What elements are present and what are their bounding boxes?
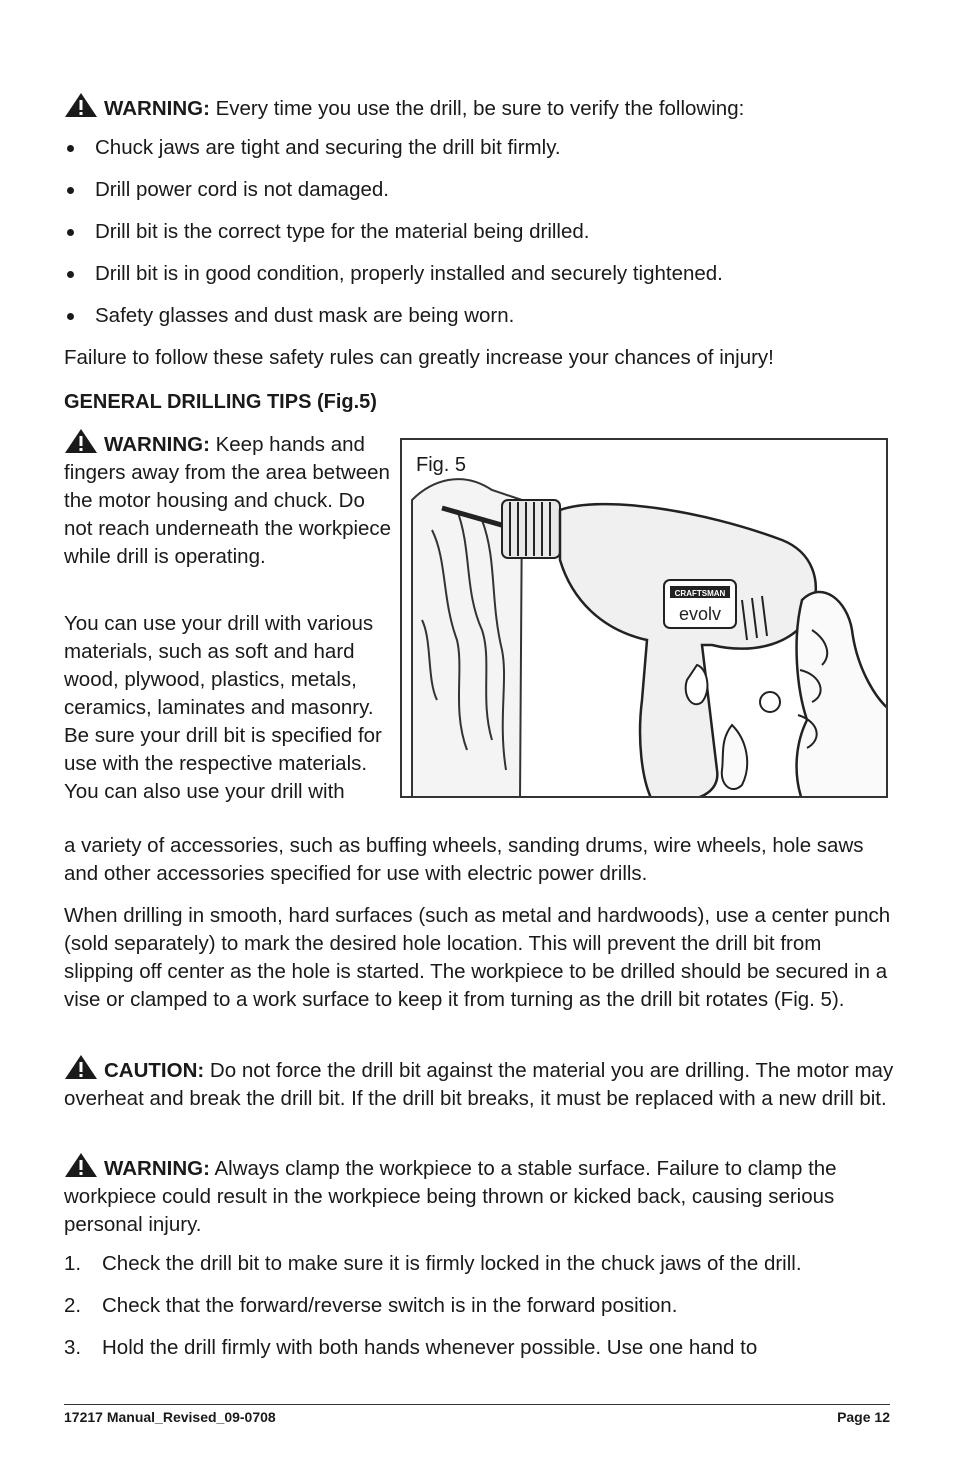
clamp-warning [64, 1152, 894, 1239]
footer-page-number: Page 12 [837, 1409, 890, 1425]
caution-text: Do not force the drill bit against the material you are drilling. The motor may overheat and break the drill bit. If the drill bit breaks, it must be replaced with a new drill bit. [64, 1059, 894, 1110]
smooth-surface-paragraph: When drilling in smooth, hard surfaces (such as metal and hardwoods), use a center punch (sold separately) to mark the desired hole location. This will prevent the drill bit from slipping off center as the hole is started. The workpiece to be drilled should be secured in a vise or clamped to a work surface to keep it from turning as the drill bit rotates (Fig. 5). [64, 904, 891, 1011]
step-text: Check that the forward/reverse switch is in the forward position. [102, 1294, 678, 1317]
bullet-icon [67, 313, 74, 320]
step-number: 1. [64, 1252, 82, 1275]
warning-text: Keep hands and fingers away from the area between the motor housing and chuck. Do not reach underneath the workpiece while drill is operating. [64, 433, 392, 568]
checklist-item: Drill bit is in good condition, properly installed and securely tightened. [64, 260, 904, 288]
step-text: Check the drill bit to make sure it is firmly locked in the chuck jaws of the drill. [102, 1252, 802, 1275]
step-text: Hold the drill firmly with both hands whenever possible. Use one hand to [102, 1336, 758, 1359]
bullet-icon [67, 187, 74, 194]
checklist-item: Drill bit is the correct type for the material being drilled. [64, 218, 904, 246]
accessories-paragraph: a variety of accessories, such as buffing wheels, sanding drums, wire wheels, hole saws and other accessories specified for use with electric power drills. [64, 834, 864, 885]
warning-triangle-icon [64, 1054, 98, 1080]
warning-text: Every time you use the drill, be sure to verify the following: [209, 97, 745, 120]
checklist [64, 134, 904, 344]
warning-triangle-icon [64, 1152, 98, 1178]
bullet-icon [67, 145, 74, 152]
materials-paragraph: You can use your drill with various materials, such as soft and hard wood, plywood, plastics, metals, ceramics, laminates and masonry. Be sure your drill bit is specified for use with the respective materials. You can also use your drill with [64, 612, 382, 803]
checklist-item: Chuck jaws are tight and securing the drill bit firmly. [64, 134, 904, 162]
caution-label: CAUTION: [104, 1059, 205, 1082]
procedure-steps [64, 1250, 884, 1376]
brand-top-text: CRAFTSMAN [674, 589, 726, 598]
step-number: 2. [64, 1294, 82, 1317]
step-item [64, 1292, 884, 1320]
warning-label: WARNING: [104, 433, 210, 456]
warning-triangle-icon [64, 92, 98, 118]
checklist-item: Drill power cord is not damaged. [64, 176, 904, 204]
footer-document-id: 17217 Manual_Revised_09-0708 [64, 1409, 276, 1425]
checklist-item: Safety glasses and dust mask are being worn. [64, 302, 904, 330]
brand-text: evolv [678, 604, 722, 624]
section-heading: GENERAL DRILLING TIPS (Fig.5) [64, 391, 377, 413]
caution-paragraph [64, 1054, 894, 1113]
step-item [64, 1334, 884, 1362]
step-number: 3. [64, 1336, 82, 1359]
figure-label: Fig. 5 [416, 454, 467, 476]
bullet-icon [67, 271, 74, 278]
step-item [64, 1250, 884, 1278]
warning-label: WARNING: [104, 1157, 210, 1180]
warning-text: Always clamp the workpiece to a stable surface. Failure to clamp the workpiece could result in the workpiece being thrown or kicked back, causing serious personal injury. [64, 1157, 837, 1236]
failure-warning-text: Failure to follow these safety rules can greatly increase your chances of injury! [64, 346, 774, 369]
hands-warning [64, 428, 394, 571]
figure-5 [400, 438, 888, 798]
warning-checklist-intro [64, 92, 904, 123]
warning-triangle-icon [64, 428, 98, 454]
drill-illustration-icon [402, 440, 888, 798]
warning-label: WARNING: [104, 97, 210, 120]
bullet-icon [67, 229, 74, 236]
footer-divider [64, 1404, 890, 1405]
